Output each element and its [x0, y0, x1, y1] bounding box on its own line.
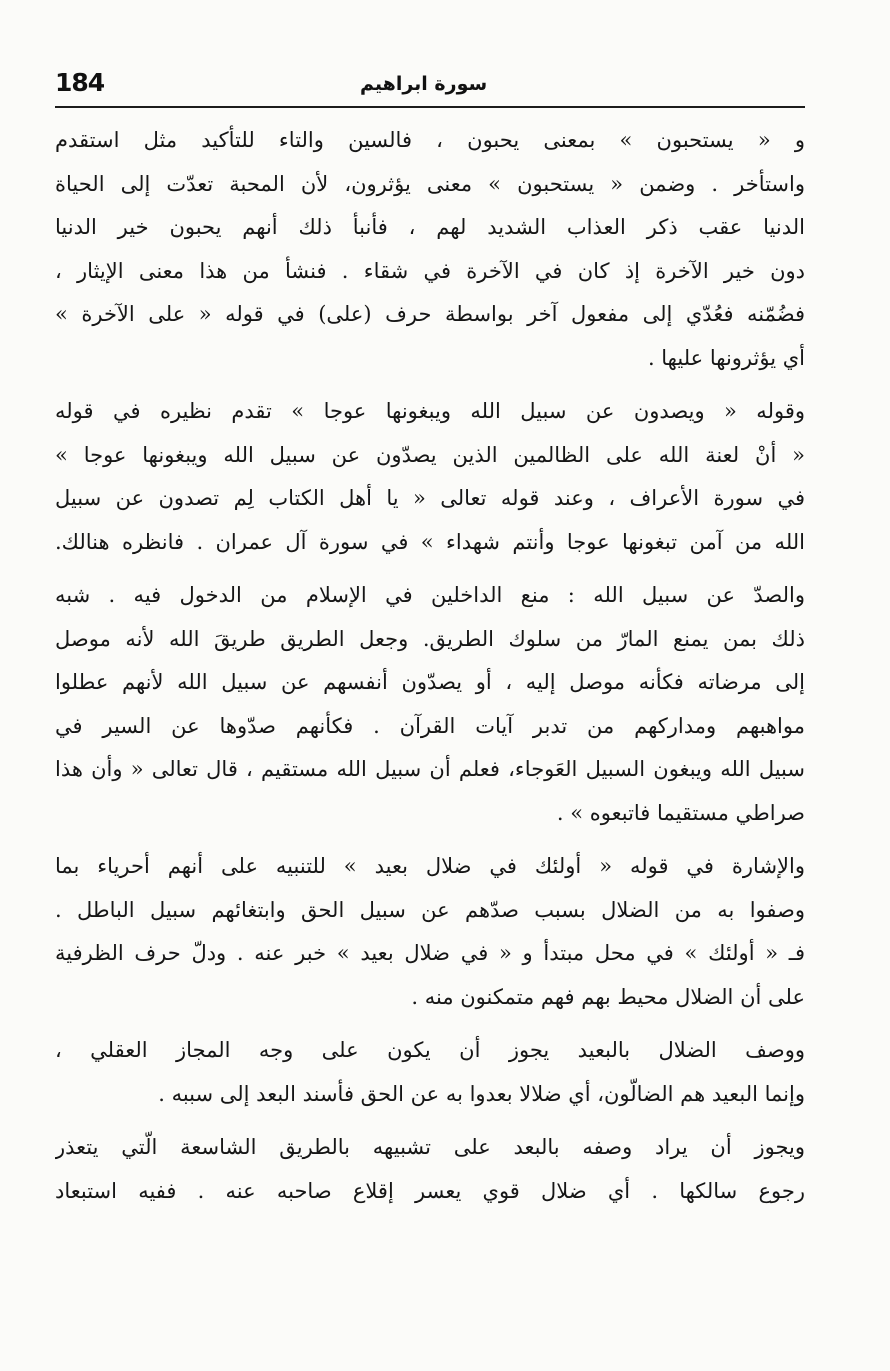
- text-line: والصدّ عن سبيل الله : منع الداخلين في الإسلام من الدخول فيه . شبه: [55, 583, 805, 607]
- text-line: وقوله « ويصدون عن سبيل الله ويبغونها عوجا » تقدم نظيره في قوله: [55, 399, 805, 423]
- text-line: مواهبهم ومداركهم من تدبر آيات القرآن . فكأنهم صدّوها عن السير في: [55, 713, 805, 738]
- text-line: أي يؤثرونها عليها .: [647, 345, 805, 370]
- text-line: « أنْ لعنة الله على الظالمين الذين يصدّون عن سبيل الله ويبغونها عوجا »: [55, 442, 805, 467]
- text-line: فضُمّنه فعُدّي إلى مفعول آخر بواسطة حرف (على) في قوله « على الآخرة »: [55, 302, 805, 326]
- text-line: رجوع سالكها . أي ضلال قوي يعسر إقلاع صاحبه عنه . ففيه استبعاد: [55, 1178, 805, 1203]
- paragraph-2: [55, 390, 805, 564]
- text-line: فـ « أولئك » في محل مبتدأ و « في ضلال بعيد » خبر عنه . ودلّ حرف الظرفية: [55, 941, 805, 965]
- paragraph-1: [55, 119, 805, 380]
- text-line: صراطي مستقيما فاتبعوه » .: [556, 800, 805, 825]
- paragraph-6: [55, 1126, 805, 1213]
- text-line: والإشارة في قوله « أولئك في ضلال بعيد » للتنبيه على أنهم أحرياء بما: [55, 854, 805, 878]
- text-line: ذلك بمن يمنع المارّ من سلوك الطريق. وجعل الطريق طريقَ الله لأنه موصل: [55, 626, 805, 651]
- paragraph-5: [55, 1029, 805, 1116]
- text-line: ووصف الضلال بالبعيد يجوز أن يكون على وجه المجاز العقلي ،: [55, 1038, 805, 1062]
- text-line: وصفوا به من الضلال بسبب صدّهم عن سبيل الحق وابتغائهم سبيل الباطل .: [55, 897, 805, 922]
- paragraph-3: [55, 574, 805, 835]
- text-line: الله من آمن تبغونها عوجا وأنتم شهداء » في سورة آل عمران . فانظره هنالك.: [55, 529, 805, 554]
- text-line: سبيل الله ويبغون السبيل العَوجاء، فعلم أن سبيل الله مستقيم ، قال تعالى « وأن هذا: [55, 757, 805, 781]
- page-header: [55, 64, 805, 108]
- page-number: 184: [55, 68, 105, 97]
- text-line: دون خير الآخرة إذ كان في الآخرة في شقاء . فنشأ من هذا معنى الإيثار ،: [55, 258, 805, 283]
- body-text: [55, 119, 805, 1223]
- text-line: الدنيا عقب ذكر العذاب الشديد لهم ، فأنبأ ذلك أنهم يحبون خير الدنيا: [55, 215, 805, 239]
- paragraph-4: [55, 845, 805, 1019]
- text-line: واستأخر . وضمن « يستحبون » معنى يؤثرون، لأن المحبة تعدّت إلى الحياة: [55, 171, 805, 196]
- text-line: و « يستحبون » بمعنى يحبون ، فالسين والتاء للتأكيد مثل استقدم: [55, 128, 805, 152]
- text-line: على أن الضلال محيط بهم فهم متمكنون منه .: [411, 984, 805, 1009]
- text-line: في سورة الأعراف ، وعند قوله تعالى « يا أهل الكتاب لِم تصدون عن سبيل: [55, 486, 805, 510]
- text-line: وإنما البعيد هم الضالّون، أي ضلالا بعدوا به عن الحق فأسند البعد إلى سببه .: [158, 1081, 805, 1106]
- text-line: ويجوز أن يراد وصفه بالبعد على تشبيهه بالطريق الشاسعة الّتي يتعذر: [55, 1135, 805, 1159]
- text-line: إلى مرضاته فكأنه موصل إليه ، أو يصدّون أنفسهم عن سبيل الله لأنهم عطلوا: [55, 670, 805, 694]
- surah-title: سورة ابراهيم: [360, 73, 488, 95]
